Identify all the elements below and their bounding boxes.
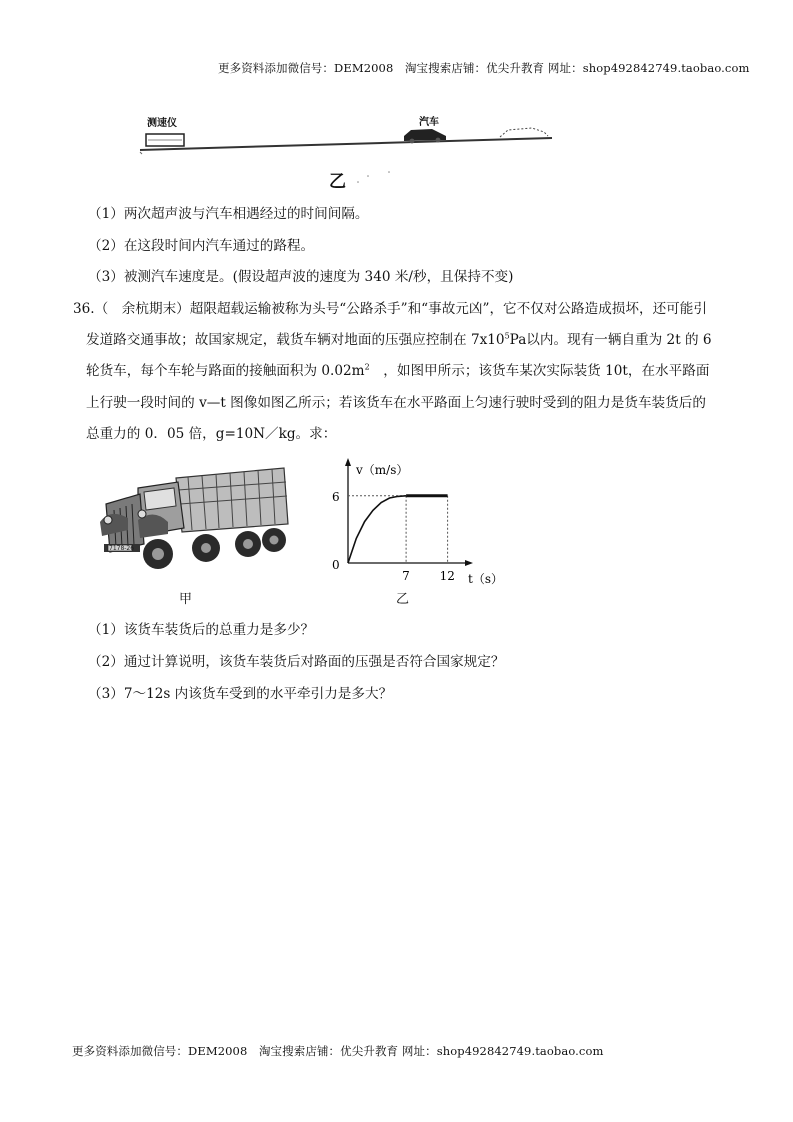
vt-chart: [328, 455, 508, 587]
figure-jia-caption: 甲: [179, 592, 193, 607]
truck-image: [98, 460, 294, 580]
q36-line-3: 轮货车，每个车轮与路面的接触面积为 $0.02m^2$ ，如图甲所示；该货车某次实际装货 10t，在水平路面: [86, 362, 710, 379]
y-axis-label: v（m/s）: [356, 463, 409, 477]
ghost-car-outline: [500, 128, 548, 137]
page-footer: 更多资料添加微信号：DEM2008 淘宝搜索店铺：优尖升教育 网址：shop492842749.taobao.com: [72, 1044, 604, 1058]
x-axis-label: t（s）: [468, 572, 503, 586]
x-tick-label-7: 7: [402, 569, 410, 583]
speed-measure-figure: [136, 104, 556, 190]
q36-item-3: （3）7～12s 内该货车受到的水平牵引力是多大？: [88, 686, 393, 702]
q36-line-1: 36.（ 余杭期末）超限超载运输被称为头号“公路杀手”和“事故元凶”，它不仅对公路造成损坏，还可能引: [73, 301, 707, 317]
q36-line-5: 总重力的 0．05 倍，g=10N／kg。求：: [86, 426, 337, 442]
q35-item-2: （2）在这段时间内汽车通过的路程。: [88, 238, 315, 254]
x-axis-arrow: [465, 560, 473, 566]
q36-line-2: 发道路交通事故；故国家规定，载货车辆对地面的压强应控制在 $7x10^5Pa$以内。现有一辆自重为 2t 的 6: [86, 331, 712, 348]
q36-item-2: （2）通过计算说明，该货车装货后对路面的压强是否符合国家规定？: [88, 654, 505, 670]
q35-item-3: （3）被测汽车速度是。(假设超声波的速度为 340 米/秒，且保持不变): [88, 269, 514, 285]
figure-top-caption: 乙: [329, 172, 346, 192]
car-label: 汽车: [419, 117, 439, 128]
page-header: 更多资料添加微信号：DEM2008 淘宝搜索店铺：优尖升教育 网址：shop492842749.taobao.com: [218, 61, 750, 75]
y-axis-arrow: [345, 458, 351, 466]
origin-label: 0: [332, 558, 340, 572]
q35-item-1: （1）两次超声波与汽车相遇经过的时间间隔。: [88, 206, 369, 222]
road-line: [140, 138, 552, 150]
figure-yi-caption: 乙: [396, 592, 410, 607]
x-tick-label-12: 12: [439, 569, 455, 583]
y-tick-label-6: 6: [332, 489, 340, 504]
truck-plate-text: 7178-26: [109, 545, 135, 552]
q36-item-1: （1）该货车装货后的总重力是多少？: [88, 622, 315, 638]
q36-line-4: 上行驶一段时间的 v—t 图像如图乙所示；若该货车在水平路面上匀速行驶时受到的阻力是货车装货后的: [86, 395, 706, 411]
speed-device-label: 测速仪: [147, 118, 177, 129]
series-curve-accelerating: [348, 496, 406, 563]
